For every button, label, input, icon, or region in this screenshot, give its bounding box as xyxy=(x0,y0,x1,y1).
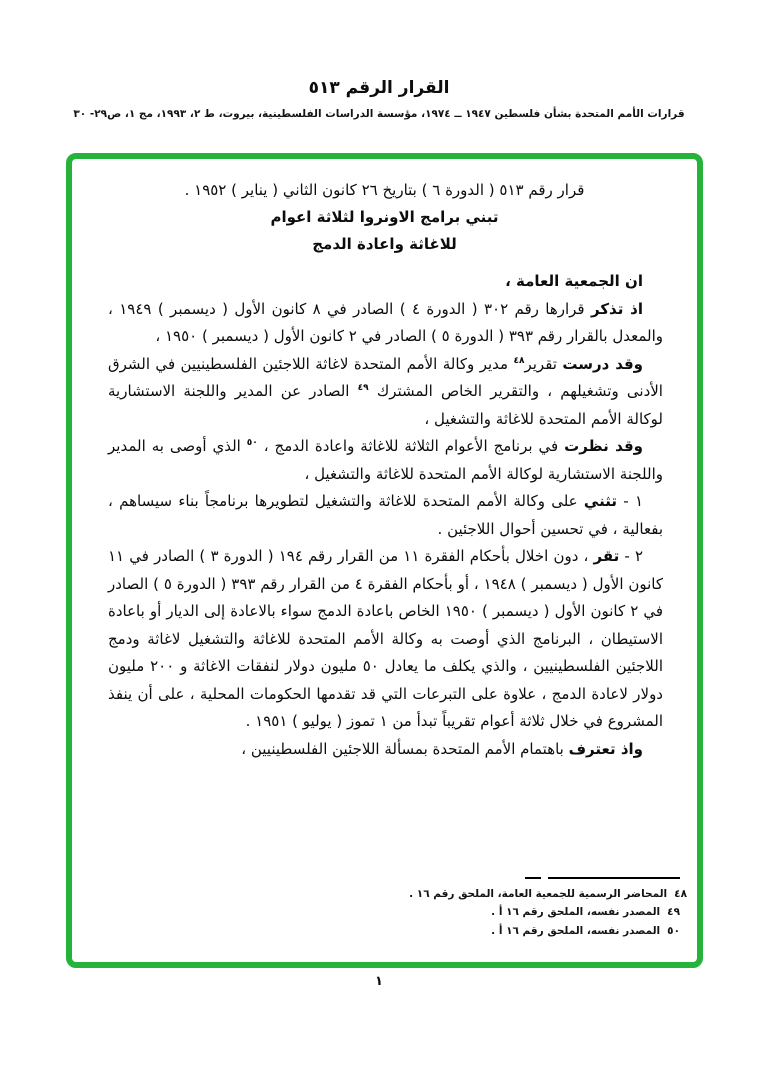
footnote-49 xyxy=(267,903,687,922)
footnotes-block xyxy=(267,877,687,941)
source-citation: قرارات الأمم المتحدة بشأن فلسطين ١٩٤٧ ــ ١٩٧٤، مؤسسة الدراسات الفلسطينية، بيروت، ط ٢، ١٩٩٣، مج ١، ص٢٩- ٣٠ xyxy=(73,108,685,120)
footnote-number: ٥٠ xyxy=(667,924,680,937)
paragraph-preamble-opening: ان الجمعية العامة ، xyxy=(505,272,643,290)
paragraph-having-considered: وقد نظرت في برنامج الأعوام الثلاثة للاغاثة واعادة الدمج ، $^{٥٠}$ الذي أوصى به المدير واللجنة الاستشارية لوكالة الأمم المتحدة للاغاثة والتشغيل ، xyxy=(108,437,663,483)
footnote-text: المصدر نفسه، الملحق رقم ١٦ أ . xyxy=(491,924,661,937)
resolution-heading-line2: تبني برامج الاونروا لثلاثة اعوام xyxy=(270,208,499,226)
footnote-separator-line xyxy=(548,877,680,879)
paragraph-recalling: اذ تذكر قرارها رقم ٣٠٢ ( الدورة ٤ ) الصادر في ٨ كانون الأول ( ديسمبر ) ١٩٤٩ ، والمعدل بالقرار رقم ٣٩٣ ( الدورة ٥ ) الصادر في ٢ كانون الأول ( ديسمبر ) ١٩٥٠ ، xyxy=(108,299,663,345)
footnote-separator-dash xyxy=(525,877,541,879)
resolution-heading xyxy=(108,177,661,258)
footnote-text: المصدر نفسه، الملحق رقم ١٦ أ . xyxy=(491,906,661,918)
page-title: القرار الرقم ٥١٣ xyxy=(308,78,450,98)
footnote-separator xyxy=(525,877,687,879)
footnote-50 xyxy=(267,922,687,941)
paragraph-operative-2: ٢ - تقر ، دون اخلال بأحكام الفقرة ١١ من القرار رقم ١٩٤ ( الدورة ٣ ) الصادر في ١١ كانون الأول ( ديسمبر ) ١٩٤٨ ، أو بأحكام الفقرة ٤ من القرار رقم ٣٩٣ ( الدورة ٥ ) الصادر في ٢ كانون الأول ( ديسمبر ) ١٩٥٠ الخاص باعادة الدمج سواء بالاعادة إلى الديار أو باعادة الاستيطان ، البرنامج الذي أوصت به وكالة الأمم المتحدة للاغاثة والتشغيل لاغاثة ودمج اللاجئين الفلسطينيين ، والذي يكلف ما يعادل ٥٠ مليون دولار لنفقات الاغاثة و ٢٠٠ مليون دولار لاعادة الدمج ، علاوة على التبرعات التي قد تقدمها الحكومات المحلية ، على أن ينفذ المشروع في خلال ثلاثة أعوام تقريباً تبدأ من ١ تموز ( يوليو ) ١٩٥١ . xyxy=(108,547,663,730)
footnote-text: المحاضر الرسمية للجمعية العامة، الملحق رقم ١٦ . xyxy=(409,887,668,900)
paragraph-operative-1: ١ - تثني على وكالة الأمم المتحدة للاغاثة والتشغيل لتطويرها برنامجاً بناء سيساهم ، بفعالية ، في تحسين أحوال اللاجئين . xyxy=(108,492,663,538)
footnote-number: ٤٨ xyxy=(674,887,687,900)
footnote-number: ٤٩ xyxy=(667,906,680,918)
highlight-frame xyxy=(66,153,703,968)
resolution-heading-line1: قرار رقم ٥١٣ ( الدورة ٦ ) بتاريخ ٢٦ كانون الثاني ( يناير ) ١٩٥٢ . xyxy=(184,181,585,199)
page-number: ١ xyxy=(375,974,383,989)
paragraph-having-examined: وقد درست تقرير$^{٤٨}$ مدير وكالة الأمم المتحدة لاغاثة اللاجئين الفلسطينيين في الشرق الأدنى وتشغيلهم ، والتقرير الخاص المشترك $^{٤٩}$ الصادر عن المدير واللجنة الاستشارية لوكالة الأمم المتحدة للاغاثة والتشغيل ، xyxy=(108,354,663,428)
resolution-body xyxy=(108,268,663,763)
paragraph-recognizing: واذ تعترف باهتمام الأمم المتحدة بمسألة اللاجئين الفلسطينيين ، xyxy=(241,739,643,758)
resolution-heading-line3: للاغاثة واعادة الدمج xyxy=(312,235,457,253)
footnote-48 xyxy=(267,885,687,904)
